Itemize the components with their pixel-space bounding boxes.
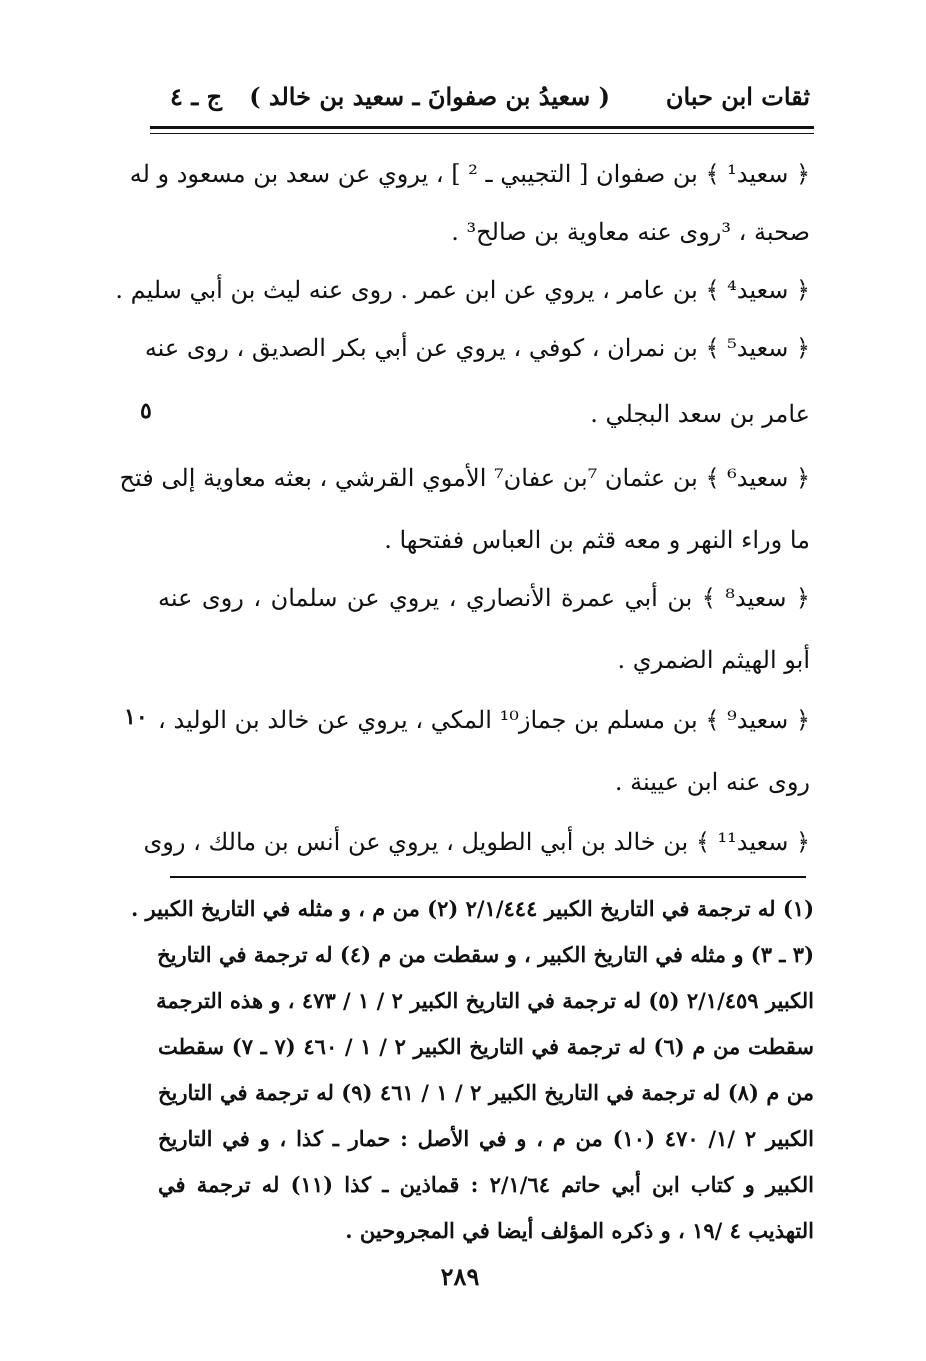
footnote-line-8: التهذيب ٤ /١٩ ، و ذكره المؤلف أيضا في المجروحين .	[345, 1218, 814, 1243]
header-book-title: ثقات ابن حبان	[665, 82, 810, 111]
header-entry-range: ( سعيدُ بن صفوانَ ـ سعيد بن خالد )	[249, 82, 610, 111]
body-line-8: ﴿ سعيد⁸ ﴾ بن أبي عمرة الأنصاري ، يروي عن سلمان ، روى عنه	[158, 584, 810, 612]
body-line-12: ﴿ سعيد¹¹ ﴾ بن خالد بن أبي الطويل ، يروي عن أنس بن مالك ، روى	[143, 828, 810, 856]
footnote-line-4: سقطت من م (٦) له ترجمة في التاريخ الكبير ٢ / ١ / ٤٦٠ (٧ ـ ٧) سقطت	[158, 1034, 815, 1059]
footnote-line-2: (٣ ـ ٣) و مثله في التاريخ الكبير ، و سقطت من م (٤) له ترجمة في التاريخ	[157, 942, 814, 967]
body-line-10: ﴿ سعيد⁹ ﴾ بن مسلم بن جماز¹⁰ المكي ، يروي عن خالد بن الوليد ،	[158, 706, 811, 734]
footnote-line-7: الكبير و كتاب ابن أبي حاتم ٢/١/٦٤ : قماذين ـ كذا (١١) له ترجمة في	[158, 1172, 814, 1197]
footnote-line-1: (١) له ترجمة في التاريخ الكبير ٢/١/٤٤٤ (٢) من م ، و مثله في التاريخ الكبير .	[130, 896, 814, 921]
footnote-line-6: الكبير ٢ /١/ ٤٧٠ (١٠) من م ، و في الأصل : حمار ـ كذا ، و في التاريخ	[158, 1126, 814, 1151]
header-rule-thick	[150, 126, 814, 129]
line-number-5: ٥	[140, 398, 152, 424]
page-number: ٢٨٩	[440, 1262, 480, 1291]
header-rule-thin	[150, 133, 814, 134]
body-line-1: ﴿ سعيد¹ ﴾ بن صفوان [ التجيبي ـ ² ] ، يروي عن سعد بن مسعود و له	[129, 160, 810, 188]
footnote-line-5: من م (٨) له ترجمة في التاريخ الكبير ٢ / ١ / ٤٦١ (٩) له ترجمة في التاريخ	[158, 1080, 815, 1105]
line-number-10: ١٠	[124, 704, 148, 730]
footnote-line-3: الكبير ٢/١/٤٥٩ (٥) له ترجمة في التاريخ الكبير ٢ / ١ / ٤٧٣ ، و هذه الترجمة	[156, 988, 814, 1013]
body-line-4: ﴿ سعيد⁵ ﴾ بن نمران ، كوفي ، يروي عن أبي بكر الصديق ، روى عنه	[144, 334, 810, 362]
body-line-7: ما وراء النهر و معه قثم بن العباس ففتحها .	[384, 526, 810, 554]
body-line-3: ﴿ سعيد⁴ ﴾ بن عامر ، يروي عن ابن عمر . روى عنه ليث بن أبي سليم .	[115, 276, 810, 304]
body-line-11: روى عنه ابن عيينة .	[614, 768, 810, 796]
running-header	[150, 82, 810, 124]
footnote-separator	[170, 876, 806, 878]
body-line-9: أبو الهيثم الضمري .	[617, 646, 810, 674]
body-line-5: عامر بن سعد البجلي .	[590, 400, 810, 428]
body-line-6: ﴿ سعيد⁶ ﴾ بن عثمان ⁷بن عفان⁷ الأموي القرشي ، بعثه معاوية إلى فتح	[119, 464, 810, 492]
body-line-2: صحبة ، ³روى عنه معاوية بن صالح³ .	[451, 218, 810, 246]
header-volume: ج ـ ٤	[170, 82, 223, 111]
